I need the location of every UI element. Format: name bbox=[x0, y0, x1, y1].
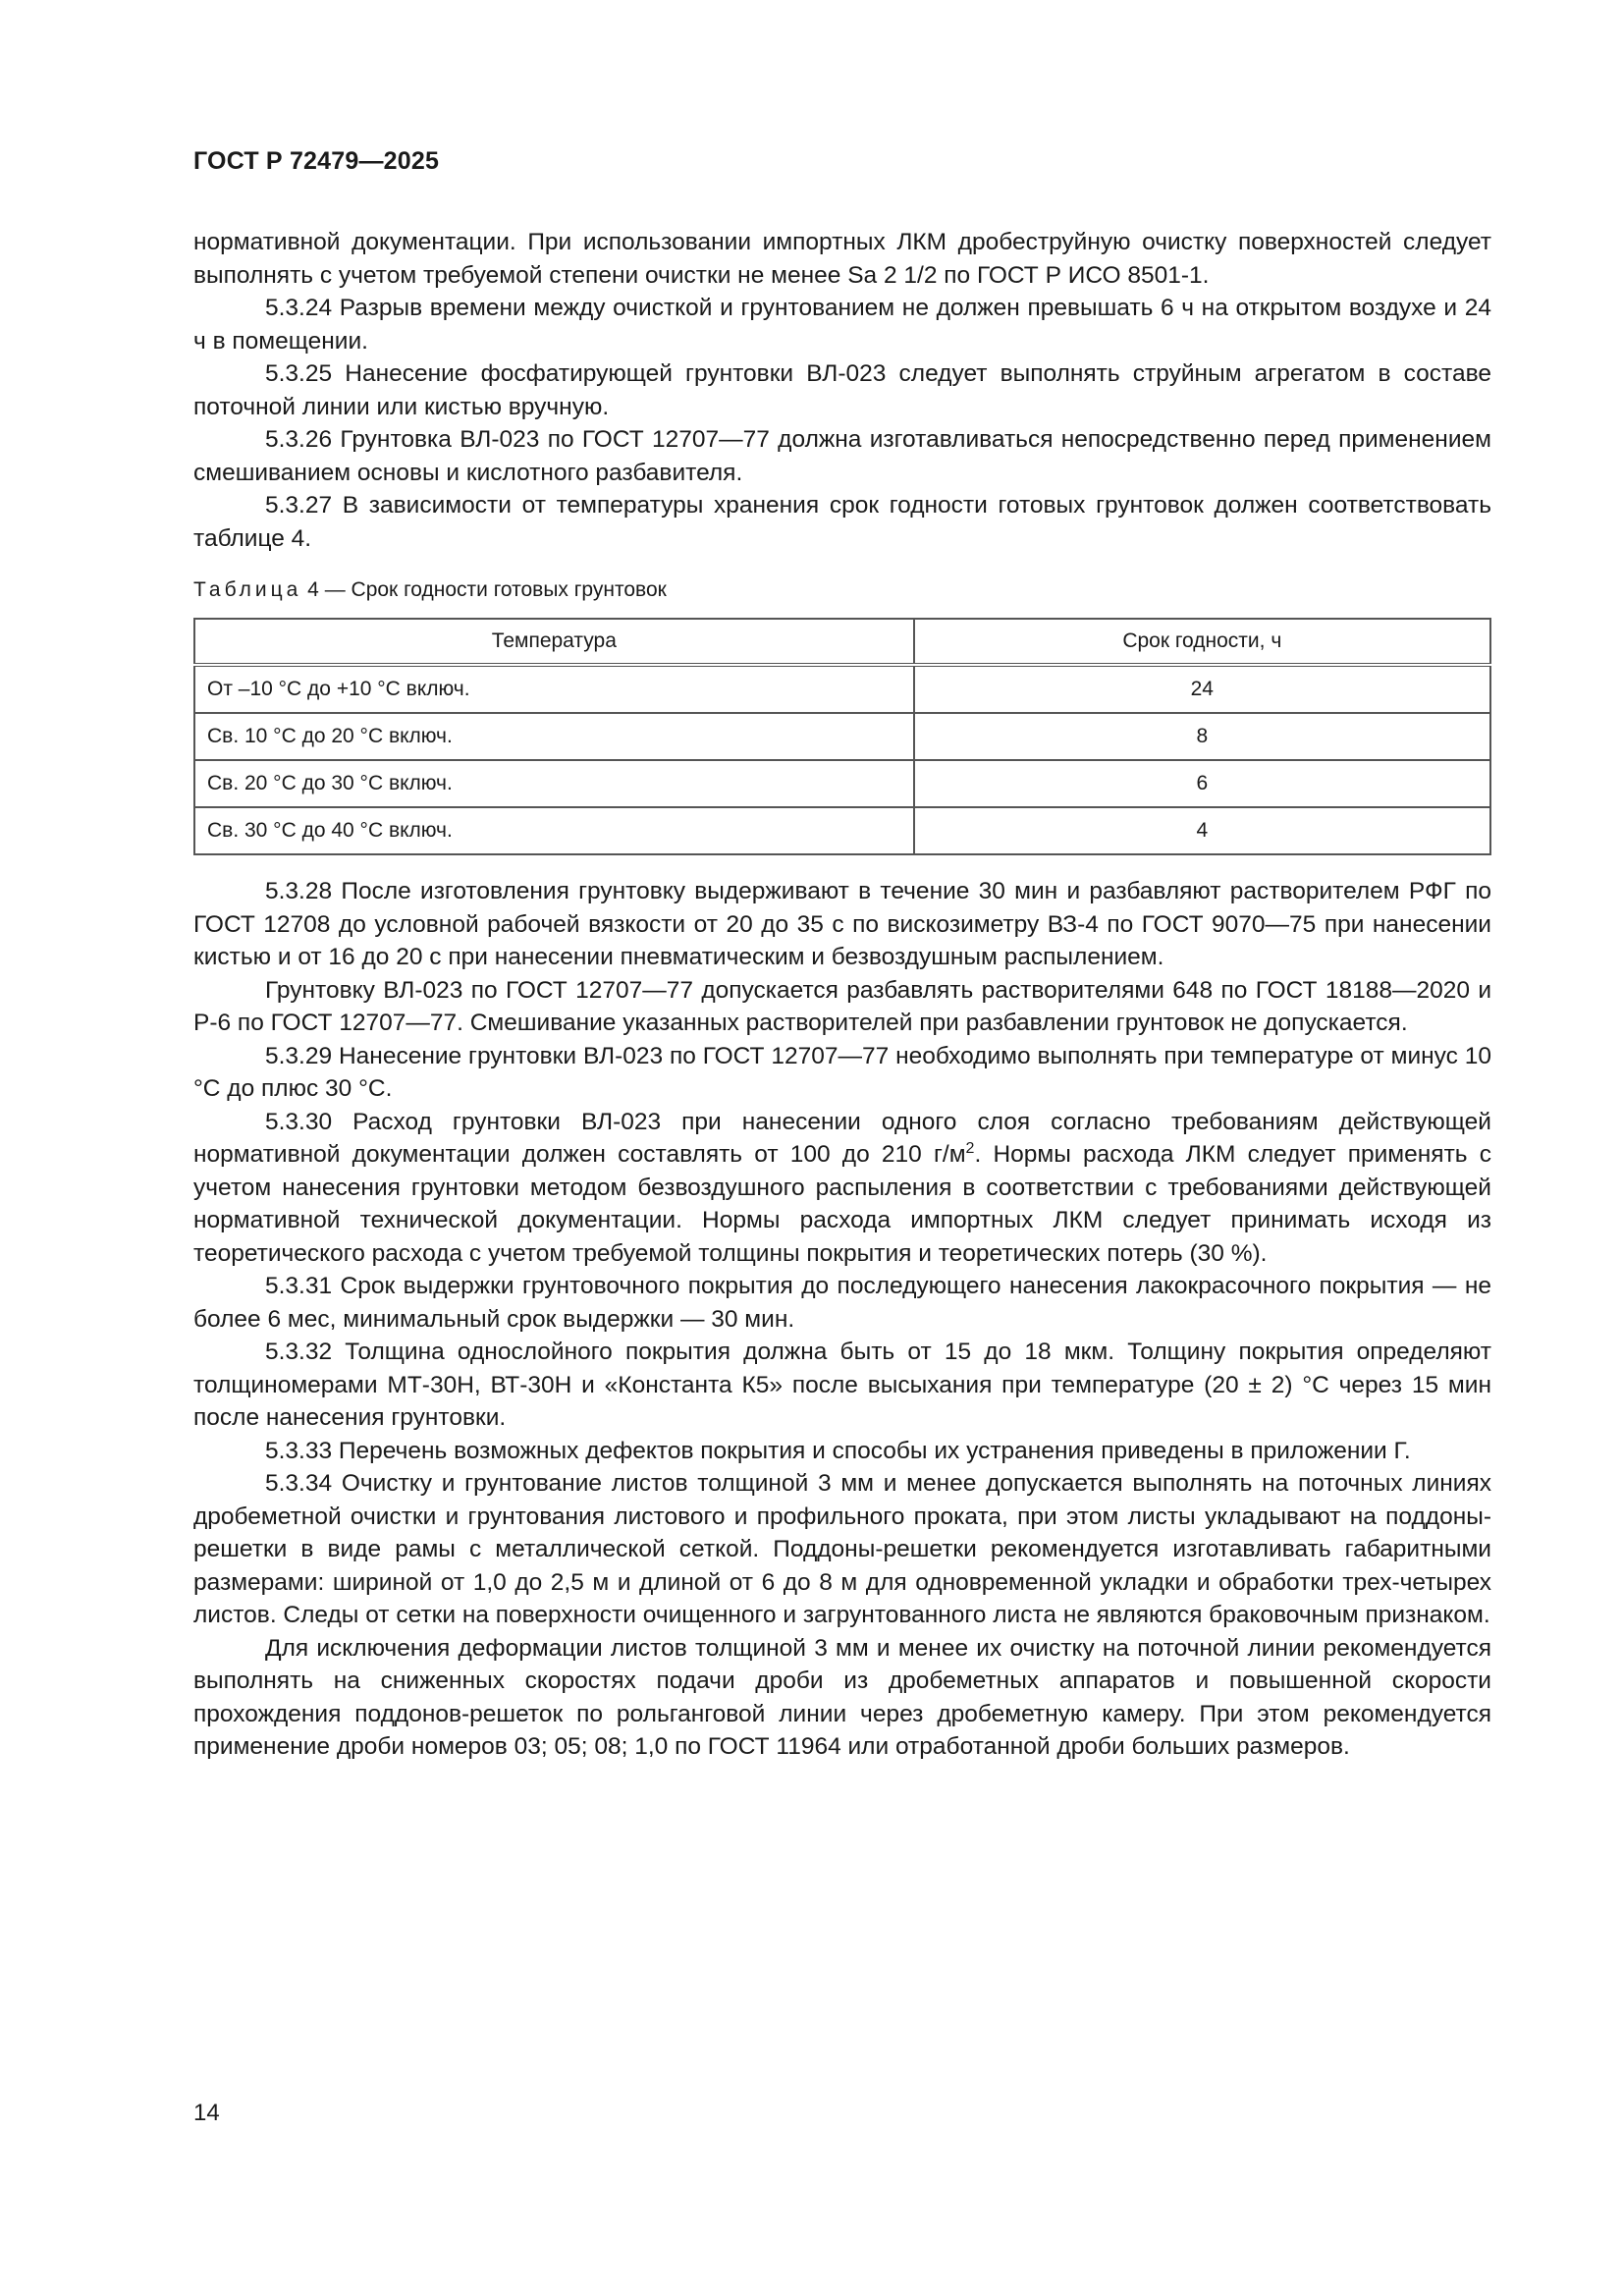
paragraph-5-3-29: 5.3.29 Нанесение грунтовки ВЛ-023 по ГОСТ 12707—77 необходимо выполнять при температуре от минус 10 °C до плюс 30 °C. bbox=[193, 1042, 1491, 1102]
paragraph-5-3-25: 5.3.25 Нанесение фосфатирующей грунтовки ВЛ-023 следует выполнять струйным агрегатом в составе поточной линии или кистью вручную. bbox=[193, 360, 1491, 420]
table-cell-temperature: От –10 °C до +10 °C включ. bbox=[194, 665, 914, 713]
table-cell-shelf-life: 4 bbox=[914, 807, 1490, 854]
table-header-temperature: Температура bbox=[194, 619, 914, 665]
table-cell-shelf-life: 8 bbox=[914, 713, 1490, 760]
table-caption-title: 4 — Срок годности готовых грунтовок bbox=[301, 578, 667, 601]
paragraph-5-3-32: 5.3.32 Толщина однослойного покрытия должна быть от 15 до 18 мкм. Толщину покрытия определяют толщиномерами МТ-30Н, ВТ-30Н и «Константа К5» после высыхания при температуре (20 ± 2) °C через 15 мин после нанесения грунтовки. bbox=[193, 1339, 1491, 1431]
paragraph-5-3-31: 5.3.31 Срок выдержки грунтовочного покрытия до последующего нанесения лакокрасочного покрытия — не более 6 мес, минимальный срок выдержки — 30 мин. bbox=[193, 1273, 1491, 1333]
table-row bbox=[194, 760, 1490, 807]
paragraph-5-3-34: 5.3.34 Очистку и грунтование листов толщиной 3 мм и менее допускается выполнять на поточных линиях дробеметной очистки и грунтования листового и профильного проката, при этом листы укладывают на поддоны-решетки в виде рамы с металлической сеткой. Поддоны-решетки рекомендуется изготавливать габаритными размерами: шириной от 1,0 до 2,5 м и длиной от 6 до 8 м для одновременной укладки и обработки трех-четырех листов. Следы от сетки на поверхности очищенного и загрунтованного листа не являются браковочным признаком. bbox=[193, 1470, 1491, 1628]
table-header-row bbox=[194, 619, 1490, 665]
table-cell-shelf-life: 24 bbox=[914, 665, 1490, 713]
paragraph-5-3-28: 5.3.28 После изготовления грунтовку выдерживают в течение 30 мин и разбавляют растворителем РФГ по ГОСТ 12708 до условной рабочей вязкости от 20 до 35 с по вискозиметру ВЗ-4 по ГОСТ 9070—75 при нанесении кистью и от 16 до 20 с при нанесении пневматическим и безвоздушным распылением. bbox=[193, 878, 1491, 970]
document-body bbox=[193, 226, 1491, 1764]
table-cell-temperature: Св. 20 °C до 30 °C включ. bbox=[194, 760, 914, 807]
table-row bbox=[194, 665, 1490, 713]
table-cell-temperature: Св. 30 °C до 40 °C включ. bbox=[194, 807, 914, 854]
paragraph-continuation: нормативной документации. При использовании импортных ЛКМ дробеструйную очистку поверхностей следует выполнять с учетом требуемой степени очистки не менее Sa 2 1/2 по ГОСТ Р ИСО 8501-1. bbox=[193, 229, 1491, 289]
shelf-life-table bbox=[193, 618, 1491, 855]
table-cell-shelf-life: 6 bbox=[914, 760, 1490, 807]
paragraph-5-3-26: 5.3.26 Грунтовка ВЛ-023 по ГОСТ 12707—77 должна изготавливаться непосредственно перед применением смешиванием основы и кислотного разбавителя. bbox=[193, 426, 1491, 486]
page-number: 14 bbox=[193, 2100, 220, 2126]
paragraph-5-3-33: 5.3.33 Перечень возможных дефектов покрытия и способы их устранения приведены в приложении Г. bbox=[265, 1437, 1411, 1464]
table-row bbox=[194, 713, 1490, 760]
table-header-shelf-life: Срок годности, ч bbox=[914, 619, 1490, 665]
paragraph-5-3-27: 5.3.27 В зависимости от температуры хранения срок годности готовых грунтовок должен соответствовать таблице 4. bbox=[193, 492, 1491, 552]
paragraph-5-3-30: 5.3.30 Расход грунтовки ВЛ-023 при нанесении одного слоя согласно требованиям действующей нормативной документации должен составлять от 100 до 210 $г/м^2$. Нормы расхода ЛКМ следует применять с учетом нанесения грунтовки методом безвоздушного распыления в соответствии с требованиями действующей нормативной технической документации. Нормы расхода импортных ЛКМ следует принимать исходя из теоретического расхода с учетом требуемой толщины покрытия и теоретических потерь (30 %). bbox=[193, 1108, 1491, 1267]
table-row bbox=[194, 807, 1490, 854]
document-header: ГОСТ Р 72479—2025 bbox=[193, 147, 440, 175]
paragraph-deformation: Для исключения деформации листов толщиной 3 мм и менее их очистку на поточной линии рекомендуется выполнять на сниженных скоростях подачи дроби из дробеметных аппаратов и повышенной скорости прохождения поддонов-решеток по рольганговой линии через дробеметную камеру. При этом рекомендуется применение дроби номеров 03; 05; 08; 1,0 по ГОСТ 11964 или отработанной дроби больших размеров. bbox=[193, 1634, 1491, 1760]
paragraph-solvents: Грунтовку ВЛ-023 по ГОСТ 12707—77 допускается разбавлять растворителями 648 по ГОСТ 18188—2020 и Р-6 по ГОСТ 12707—77. Смешивание указанных растворителей при разбавлении грунтовок не допускается. bbox=[193, 976, 1491, 1036]
table-cell-temperature: Св. 10 °C до 20 °C включ. bbox=[194, 713, 914, 760]
table-caption bbox=[193, 576, 1491, 604]
paragraph-5-3-24: 5.3.24 Разрыв времени между очисткой и грунтованием не должен превышать 6 ч на открытом воздухе и 24 ч в помещении. bbox=[193, 295, 1491, 355]
table-caption-label: Таблица bbox=[193, 578, 302, 601]
